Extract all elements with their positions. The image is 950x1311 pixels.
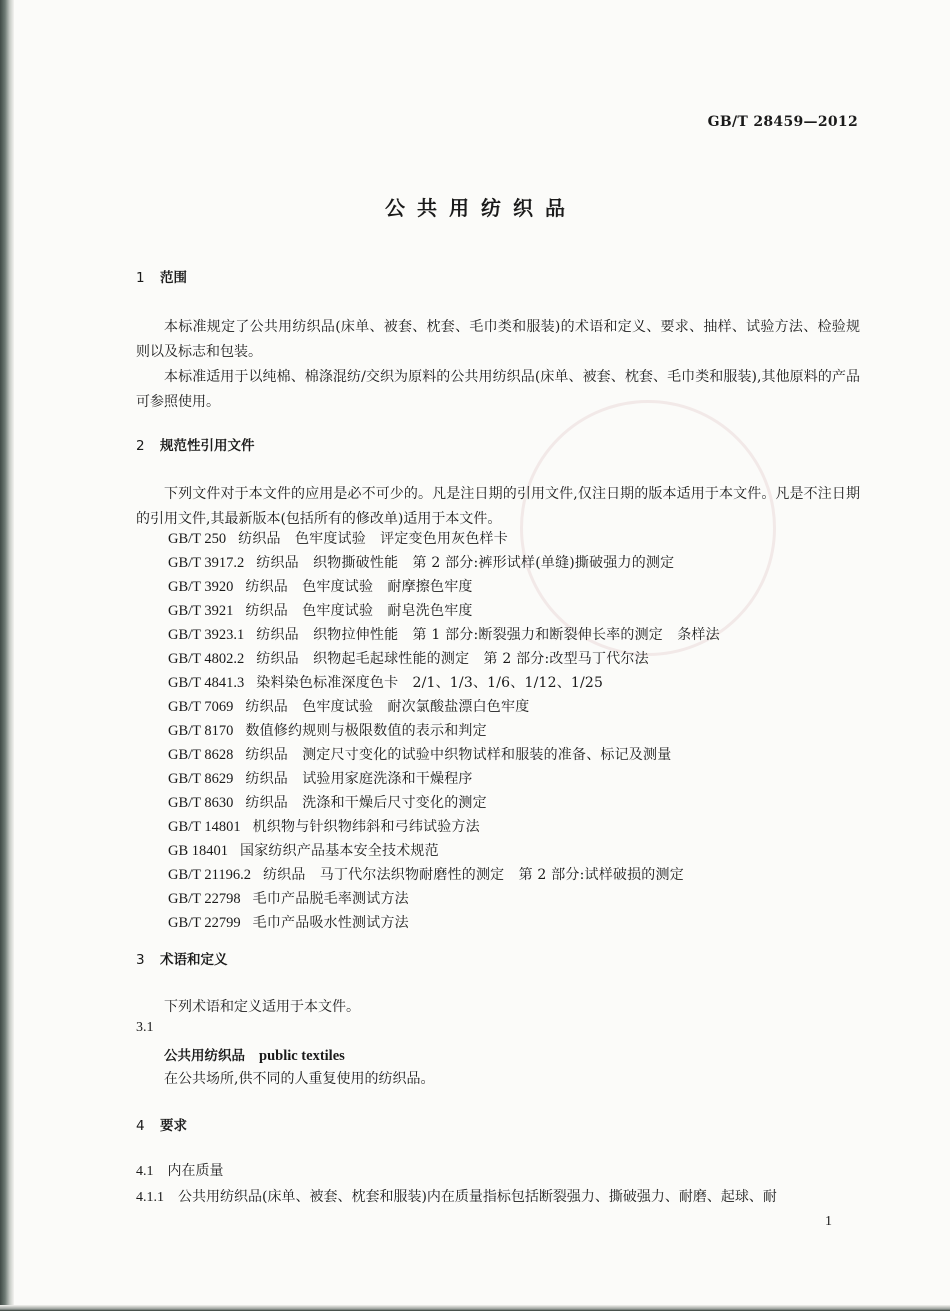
reference-code: GB/T 21196.2: [168, 867, 251, 883]
reference-title: 染料染色标准深度色卡 2/1、1/3、1/6、1/12、1/25: [256, 675, 604, 691]
subsection-heading: [136, 1160, 224, 1180]
reference-code: GB/T 7069: [168, 699, 234, 715]
reference-code: GB/T 22799: [168, 915, 241, 931]
scan-edge-bottom: [0, 1305, 950, 1311]
reference-code: GB/T 4841.3: [168, 675, 245, 691]
term-definition: 在公共场所,供不同的人重复使用的纺织品。: [164, 1071, 435, 1087]
reference-item: [168, 792, 487, 812]
reference-item: [168, 816, 480, 836]
paragraph: 下列术语和定义适用于本文件。: [164, 999, 360, 1015]
reference-title: 纺织品 色牢度试验 耐次氯酸盐漂白色牢度: [245, 699, 530, 715]
reference-item: [168, 720, 487, 740]
reference-code: GB/T 3923.1: [168, 627, 245, 643]
section-title: 要求: [160, 1118, 187, 1134]
clause-text: 公共用纺织品(床单、被套、枕套和服装)内在质量指标包括断裂强力、撕破强力、耐磨、起球、耐: [178, 1189, 777, 1205]
clause: [136, 1186, 777, 1206]
reference-item: [168, 672, 603, 692]
section-title: 术语和定义: [160, 952, 228, 968]
reference-title: 纺织品 织物起毛起球性能的测定 第 2 部分:改型马丁代尔法: [256, 651, 649, 667]
section-number: 2: [136, 438, 145, 454]
reference-code: GB/T 22798: [168, 891, 241, 907]
paragraph: 下列文件对于本文件的应用是必不可少的。凡是注日期的引用文件,仅注日期的版本适用于本文件。凡是不注日期的引用文件,其最新版本(包括所有的修改单)适用于本文件。: [136, 486, 860, 527]
reference-item: [168, 648, 649, 668]
reference-code: GB/T 3917.2: [168, 555, 245, 571]
reference-title: 纺织品 测定尺寸变化的试验中织物试样和服装的准备、标记及测量: [245, 747, 672, 763]
reference-item: [168, 840, 439, 860]
reference-code: GB/T 250: [168, 531, 227, 547]
reference-item: [168, 696, 529, 716]
reference-title: 国家纺织产品基本安全技术规范: [240, 843, 439, 859]
section-number: 3: [136, 952, 145, 968]
term-english: public textiles: [259, 1048, 345, 1064]
reference-item: [168, 528, 508, 548]
subsection-number: 4.1: [136, 1164, 154, 1179]
reference-title: 纺织品 色牢度试验 耐摩擦色牢度: [245, 579, 473, 595]
reference-title: 数值修约规则与极限数值的表示和判定: [245, 723, 487, 739]
reference-code: GB/T 8630: [168, 795, 234, 811]
section-number: 1: [136, 270, 145, 286]
term-entry: [164, 1044, 345, 1065]
reference-title: 纺织品 试验用家庭洗涤和干燥程序: [245, 771, 473, 787]
reference-code: GB 18401: [168, 843, 229, 859]
reference-item: [168, 888, 409, 908]
reference-code: GB/T 8629: [168, 771, 234, 787]
reference-title: 纺织品 马丁代尔法织物耐磨性的测定 第 2 部分:试样破损的测定: [262, 867, 684, 883]
reference-code: GB/T 14801: [168, 819, 241, 835]
section-2-heading: [136, 434, 255, 454]
reference-code: GB/T 3921: [168, 603, 234, 619]
reference-item: [168, 552, 674, 572]
section-title: 规范性引用文件: [160, 438, 255, 454]
page-number: 1: [825, 1214, 832, 1229]
section-title: 范围: [160, 270, 187, 286]
reference-title: 纺织品 织物撕破性能 第 2 部分:裤形试样(单缝)撕破强力的测定: [256, 555, 675, 571]
reference-code: GB/T 8628: [168, 747, 234, 763]
reference-title: 毛巾产品脱毛率测试方法: [252, 891, 409, 907]
reference-title: 机织物与针织物纬斜和弓纬试验方法: [252, 819, 480, 835]
reference-item: [168, 744, 671, 764]
reference-item: [168, 576, 473, 596]
term-number: 3.1: [136, 1020, 154, 1035]
paragraph: 本标准适用于以纯棉、棉涤混纺/交织为原料的公共用纺织品(床单、被套、枕套、毛巾类和服装),其他原料的产品可参照使用。: [136, 369, 860, 410]
section-number: 4: [136, 1118, 145, 1134]
reference-item: [168, 624, 720, 644]
reference-item: [168, 768, 473, 788]
reference-title: 纺织品 洗涤和干燥后尺寸变化的测定: [245, 795, 487, 811]
reference-title: 纺织品 织物拉伸性能 第 1 部分:断裂强力和断裂伸长率的测定 条样法: [256, 627, 720, 643]
section-3-heading: [136, 948, 228, 968]
reference-item: [168, 600, 473, 620]
term-chinese: 公共用纺织品: [164, 1048, 245, 1064]
reference-item: [168, 864, 684, 884]
subsection-title: 内在质量: [167, 1163, 224, 1179]
section-4-heading: [136, 1114, 187, 1134]
reference-code: GB/T 3920: [168, 579, 234, 595]
reference-code: GB/T 8170: [168, 723, 234, 739]
paragraph: 本标准规定了公共用纺织品(床单、被套、枕套、毛巾类和服装)的术语和定义、要求、抽样、试验方法、检验规则以及标志和包装。: [136, 319, 860, 360]
reference-title: 纺织品 色牢度试验 评定变色用灰色样卡: [238, 531, 508, 547]
reference-item: [168, 912, 409, 932]
reference-title: 纺织品 色牢度试验 耐皂洗色牢度: [245, 603, 473, 619]
reference-title: 毛巾产品吸水性测试方法: [252, 915, 409, 931]
section-1-heading: [136, 266, 187, 286]
reference-code: GB/T 4802.2: [168, 651, 245, 667]
clause-number: 4.1.1: [136, 1190, 164, 1205]
standard-number: GB/T 28459—2012: [707, 114, 858, 130]
document-title: 公共用纺织品: [385, 196, 577, 220]
